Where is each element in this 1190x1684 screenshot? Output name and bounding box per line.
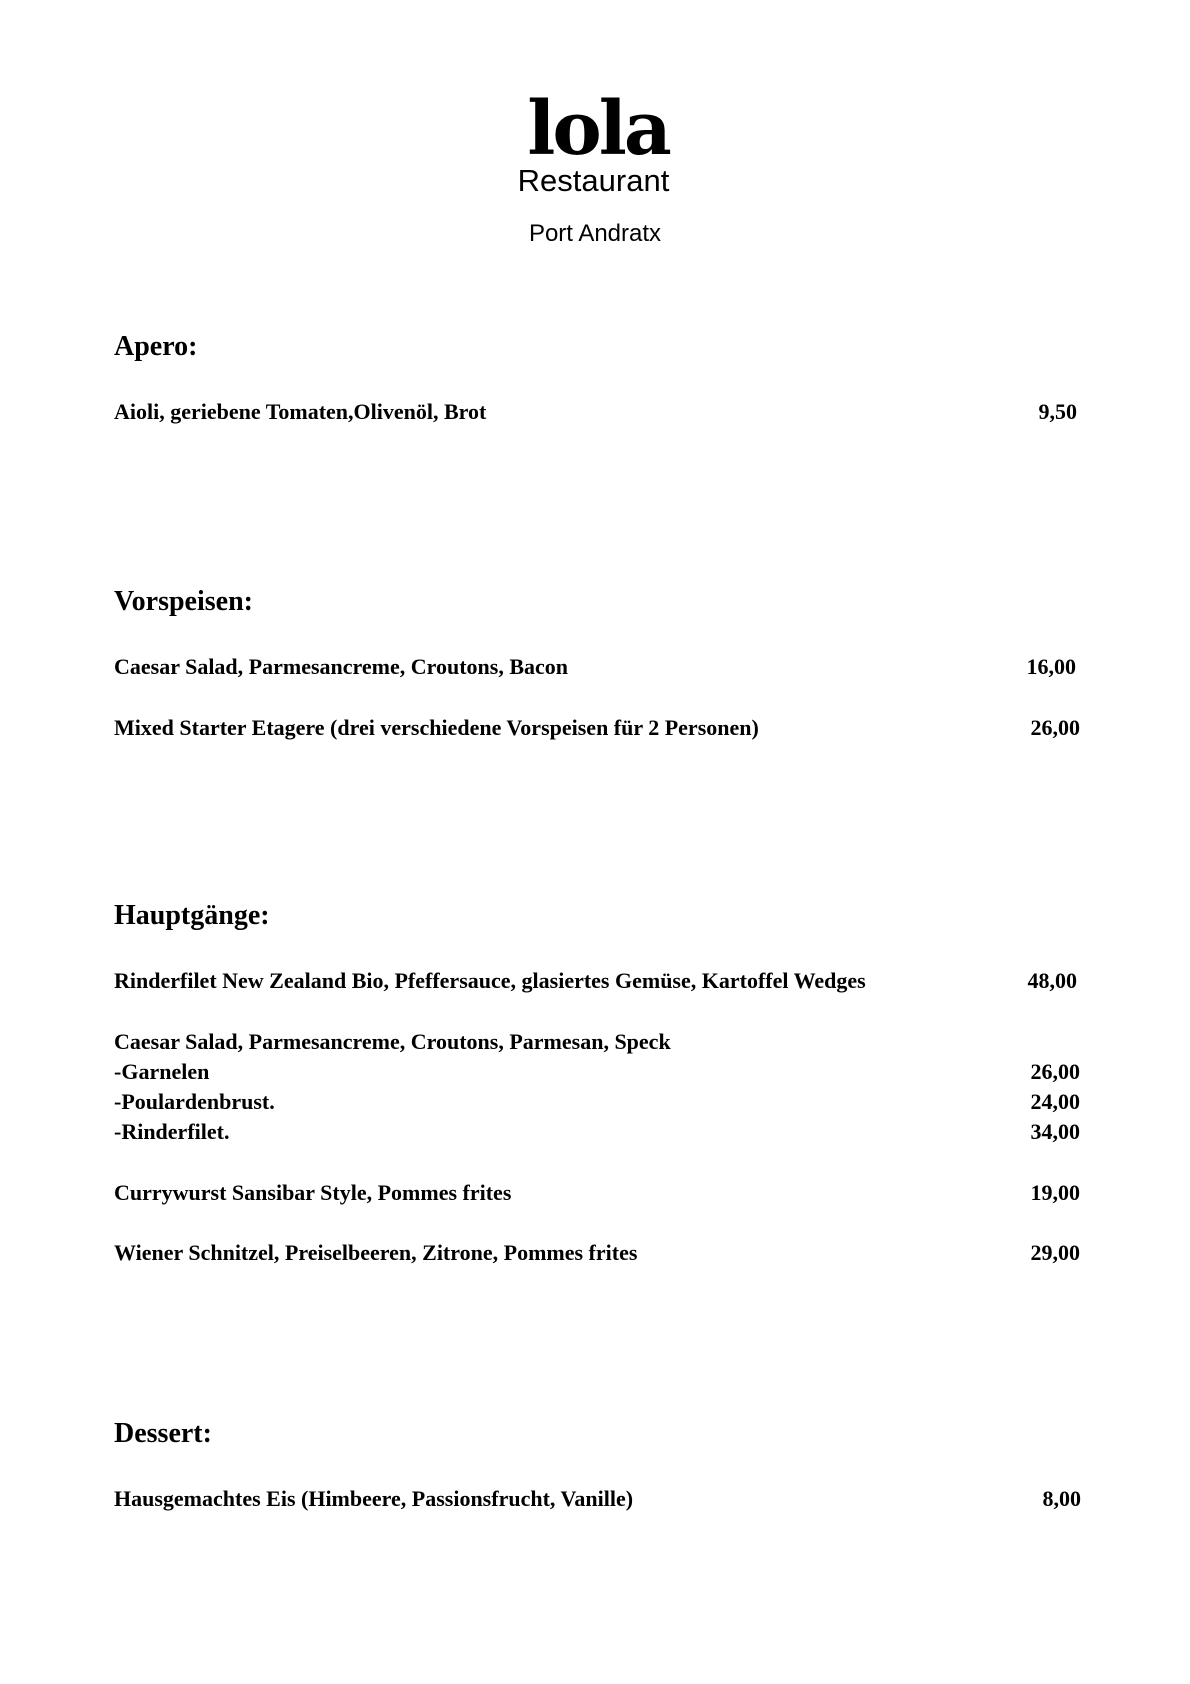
menu-item-price: 16,00 xyxy=(1026,654,1076,679)
section-title-apero: Apero: xyxy=(114,331,198,362)
restaurant-subtitle: Restaurant xyxy=(517,163,670,198)
menu-item-price: 26,00 xyxy=(1030,715,1080,740)
menu-item-name: Hausgemachtes Eis (Himbeere, Passionsfrucht, Vanille) xyxy=(114,1486,634,1511)
section-title-dessert: Dessert: xyxy=(114,1418,212,1449)
menu-item-name: Caesar Salad, Parmesancreme, Croutons, Parmesan, Speck xyxy=(114,1029,671,1054)
restaurant-location: Port Andratx xyxy=(528,220,662,247)
menu-item-name: Currywurst Sansibar Style, Pommes frites xyxy=(114,1180,512,1205)
section-title-vorspeisen: Vorspeisen: xyxy=(114,586,253,617)
menu-header xyxy=(0,86,1190,248)
menu-item-option-price: 34,00 xyxy=(1030,1119,1080,1144)
menu-item-name: Wiener Schnitzel, Preiselbeeren, Zitrone, Pommes frites xyxy=(114,1240,638,1265)
menu-item-option: -Rinderfilet. xyxy=(114,1119,230,1144)
menu-item-option: -Poulardenbrust. xyxy=(114,1089,275,1114)
menu-item-price: 29,00 xyxy=(1030,1240,1080,1265)
menu-item-price: 48,00 xyxy=(1027,968,1077,993)
restaurant-logo: lola xyxy=(527,86,669,172)
menu-item-price: 9,50 xyxy=(1038,399,1077,424)
menu-item-price: 8,00 xyxy=(1042,1486,1081,1511)
menu-item-name: Aioli, geriebene Tomaten,Olivenöl, Brot xyxy=(114,399,487,424)
menu-item-price: 19,00 xyxy=(1030,1180,1080,1205)
menu-item-option-price: 26,00 xyxy=(1030,1059,1080,1084)
menu-item-name: Caesar Salad, Parmesancreme, Croutons, Bacon xyxy=(114,654,569,679)
menu-item-name: Rinderfilet New Zealand Bio, Pfeffersauce, glasiertes Gemüse, Kartoffel Wedges xyxy=(114,968,866,993)
menu-item-option: -Garnelen xyxy=(114,1059,210,1084)
menu-item-name: Mixed Starter Etagere (drei verschiedene Vorspeisen für 2 Personen) xyxy=(114,715,759,740)
menu-item-option-price: 24,00 xyxy=(1030,1089,1080,1114)
section-title-hauptgaenge: Hauptgänge: xyxy=(114,900,270,931)
